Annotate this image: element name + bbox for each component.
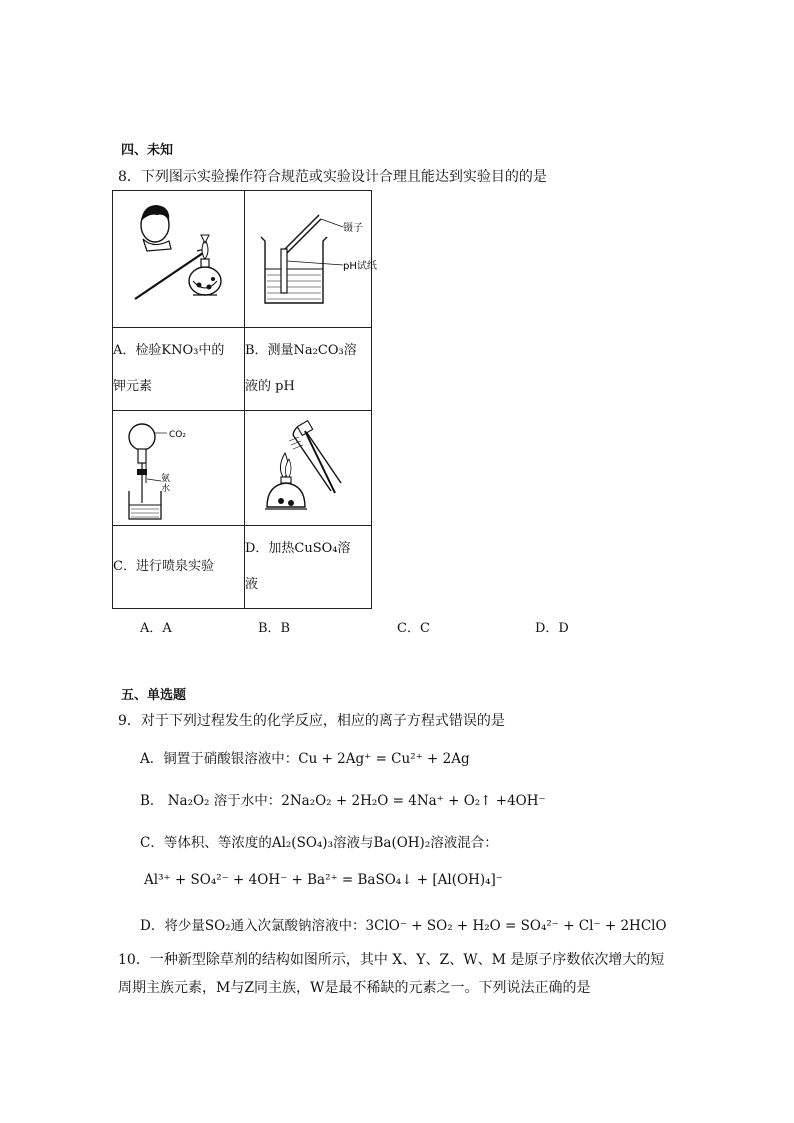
section-heading-4: 四、未知 <box>121 143 174 158</box>
answer-option-a[interactable]: A．A <box>140 621 172 636</box>
question-9-option-c-equation: Al³⁺ + SO₄²⁻ + 4OH⁻ + Ba²⁺ = BaSO₄↓ + [Al(OH)₄]⁻ <box>144 872 503 888</box>
question-9-option-a[interactable]: A．铜置于硝酸银溶液中：Cu + 2Ag⁺ = Cu²⁺ + 2Ag <box>140 751 470 767</box>
question-8-stem: 8．下列图示实验操作符合规范或实验设计合理且能达到实验目的的是 <box>118 169 547 185</box>
option-d-label-line2: 液 <box>245 577 259 592</box>
fountain-experiment-illustration <box>113 411 244 525</box>
cell-c-image <box>113 411 245 526</box>
heating-test-tube-illustration <box>245 411 371 525</box>
answer-option-c[interactable]: C．C <box>397 621 430 636</box>
section-heading-5: 五、单选题 <box>121 688 187 703</box>
experiment-table <box>112 190 377 609</box>
cell-b-image <box>245 191 377 328</box>
question-10-stem: 10．一种新型除草剂的结构如图所示，其中 X、Y、Z、W、M 是原子序数依次增大的短周期主族元素，M与Z同主族，W是最不稀缺的元素之一。下列说法正确的是 <box>118 952 665 996</box>
question-9-option-c[interactable]: C．等体积、等浓度的Al₂(SO₄)₃溶液与Ba(OH)₂溶液混合： <box>140 835 498 851</box>
option-a-label-line2: 钾元素 <box>113 379 153 394</box>
option-b-label-line2: 液的 pH <box>245 379 295 394</box>
ph-test-illustration <box>245 191 377 327</box>
label-co2: CO₂ <box>169 430 186 440</box>
option-b-label-line1: B．测量Na₂CO₃溶 <box>245 343 357 358</box>
question-9-option-b[interactable]: B． Na₂O₂ 溶于水中：2Na₂O₂ + 2H₂O = 4Na⁺ + O₂↑ +4OH⁻ <box>140 793 546 809</box>
label-ph-paper: pH试纸 <box>343 261 377 272</box>
label-tweezers: 镊子 <box>343 223 363 234</box>
option-a-label-line1: A．检验KNO₃中的 <box>113 343 225 358</box>
cell-d-image <box>245 411 372 526</box>
cell-a-image <box>113 191 245 328</box>
answer-option-d[interactable]: D．D <box>535 621 569 636</box>
label-ammonia-2: 水 <box>161 484 171 494</box>
flame-test-illustration <box>113 191 244 327</box>
option-c-label-line1: C．进行喷泉实验 <box>113 559 214 574</box>
cell-c-caption <box>113 526 245 609</box>
question-9-option-d[interactable]: D．将少量SO₂通入次氯酸钠溶液中：3ClO⁻ + SO₂ + H₂O = SO₄²⁻ + Cl⁻ + 2HClO <box>140 918 667 934</box>
question-9-stem: 9．对于下列过程发生的化学反应，相应的离子方程式错误的是 <box>118 713 505 729</box>
cell-d-caption <box>245 526 372 609</box>
answer-option-b[interactable]: B．B <box>258 621 291 636</box>
label-ammonia-1: 氨 <box>161 474 171 484</box>
cell-b-caption <box>245 328 372 411</box>
cell-a-caption <box>113 328 245 411</box>
option-d-label-line1: D．加热CuSO₄溶 <box>245 541 351 556</box>
